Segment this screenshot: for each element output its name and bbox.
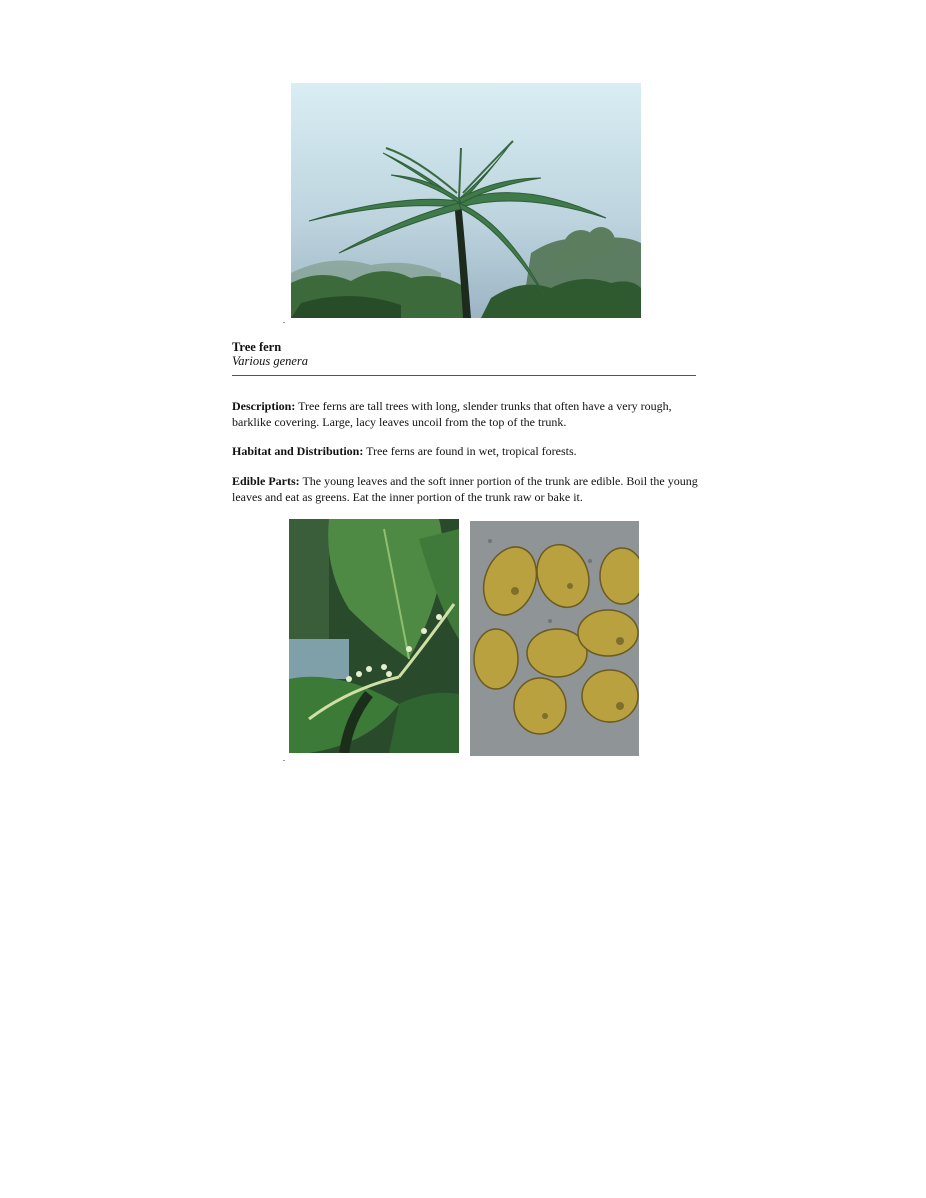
plant-genus: Various genera — [232, 354, 309, 368]
edible-parts-label: Edible Parts: — [232, 474, 300, 488]
scan-mark — [283, 322, 285, 323]
habitat-paragraph — [232, 443, 698, 459]
divider — [232, 375, 696, 376]
scan-mark — [283, 760, 285, 761]
description-text: Tree ferns are tall trees with long, slender trunks that often have a very rough, barklike covering. Large, lacy leaves uncoil from the top of the trunk. — [232, 399, 672, 429]
edible-parts-paragraph — [232, 473, 698, 505]
habitat-label: Habitat and Distribution: — [232, 444, 364, 458]
tree-fern-photo — [291, 83, 641, 318]
edible-parts-text: The young leaves and the soft inner portion of the trunk are edible. Boil the young leaves and eat as greens. Eat the inner portion of the trunk raw or bake it. — [232, 474, 698, 504]
leaf-flower-photo — [289, 519, 459, 753]
habitat-text: Tree ferns are found in wet, tropical forests. — [366, 444, 577, 458]
description-paragraph — [232, 398, 698, 430]
description-label: Description: — [232, 399, 296, 413]
nuts-photo — [470, 521, 639, 756]
plant-name: Tree fern — [232, 340, 282, 354]
